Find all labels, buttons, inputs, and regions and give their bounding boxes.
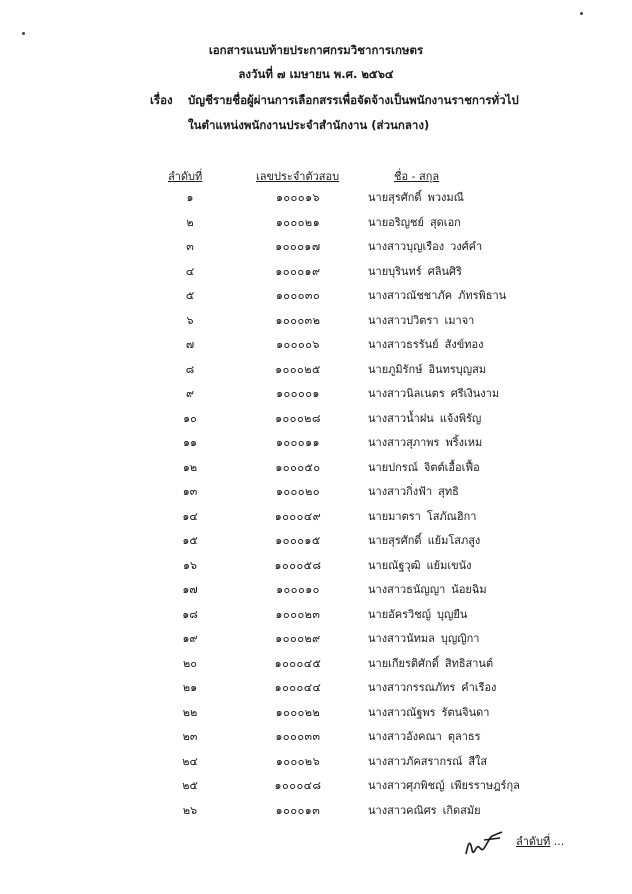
row-first-name: นางสาวสุภาพร bbox=[368, 436, 440, 449]
row-order-number: ๘ bbox=[185, 362, 195, 376]
row-first-name: นางสาวกิ่งฟ้า bbox=[368, 485, 433, 498]
row-last-name: ภัทรพิธาน bbox=[458, 289, 507, 302]
row-exam-id: ๑๐๐๐๕๐ bbox=[275, 460, 321, 474]
subject-text: บัญชีรายชื่อผู้ผ่านการเลือกสรรเพื่อจัดจ้างเป็นพนักงานราชการทั่วไป bbox=[188, 93, 519, 107]
row-order-number: ๗ bbox=[185, 338, 195, 351]
table-row bbox=[0, 727, 632, 751]
row-order-number: ๑๓ bbox=[182, 485, 198, 498]
table-row bbox=[0, 654, 632, 678]
table-row bbox=[0, 752, 632, 776]
row-order-number: ๑๑ bbox=[183, 436, 197, 449]
row-last-name: รัตนจินดา bbox=[441, 705, 490, 719]
row-full-name bbox=[368, 458, 480, 476]
table-row bbox=[0, 703, 632, 727]
row-first-name: นางสาวธนัญญา bbox=[368, 583, 446, 596]
table-row bbox=[0, 580, 632, 604]
row-last-name: บุญยืน bbox=[437, 607, 468, 621]
row-full-name bbox=[368, 556, 472, 574]
row-first-name: นายภูมิรักษ์ bbox=[368, 362, 423, 376]
table-row bbox=[0, 776, 632, 800]
row-last-name: บุญญิกา bbox=[440, 632, 480, 645]
subject-position-line: ในตำแหน่งพนักงานประจำสำนักงาน (ส่วนกลาง) bbox=[188, 118, 430, 132]
row-full-name bbox=[368, 605, 467, 623]
table-row bbox=[0, 678, 632, 702]
row-order-number: ๑๗ bbox=[182, 583, 198, 596]
row-full-name bbox=[368, 311, 474, 329]
table-row bbox=[0, 335, 632, 359]
table-row bbox=[0, 605, 632, 629]
header-date-line: ลงวันที่ ๗ เมษายน พ.ศ. ๒๕๖๔ bbox=[238, 67, 394, 81]
column-header-exam-id: เลขประจำตัวสอบ bbox=[256, 170, 340, 183]
row-last-name: อินทรบุญสม bbox=[428, 362, 487, 376]
row-exam-id: ๑๐๐๐๐๑ bbox=[276, 387, 320, 400]
row-order-number: ๖ bbox=[186, 313, 194, 327]
table-row bbox=[0, 507, 632, 531]
row-first-name: นางสาวณัฐพร bbox=[368, 705, 436, 719]
row-first-name: นางสาวกรรณภัทร bbox=[368, 681, 456, 694]
row-first-name: นางสาวอังคณา bbox=[368, 730, 442, 743]
row-last-name: สังข์ทอง bbox=[444, 338, 484, 351]
row-full-name bbox=[368, 213, 461, 231]
continued-note bbox=[516, 832, 564, 850]
row-first-name: นางสาวบุญเรือง bbox=[368, 240, 445, 253]
row-order-number: ๒ bbox=[186, 215, 194, 229]
table-row bbox=[0, 409, 632, 433]
row-first-name: นายอริญชย์ bbox=[368, 215, 424, 229]
table-row bbox=[0, 360, 632, 384]
table-row bbox=[0, 458, 632, 482]
subject-keyword: เรื่อง bbox=[150, 93, 173, 107]
row-exam-id: ๑๐๐๐๓๓ bbox=[275, 730, 321, 743]
row-full-name bbox=[368, 531, 480, 549]
row-full-name bbox=[368, 188, 464, 206]
row-full-name bbox=[368, 801, 481, 819]
row-last-name: สิทธิสานต์ bbox=[444, 656, 494, 670]
row-order-number: ๑๒ bbox=[182, 460, 198, 474]
row-first-name: นางสาวน้ำฝน bbox=[368, 411, 434, 425]
row-last-name: ศลินศิริ bbox=[427, 264, 462, 278]
row-full-name bbox=[368, 409, 481, 427]
column-header-name: ชื่อ - สกุล bbox=[394, 170, 440, 183]
table-row bbox=[0, 629, 632, 653]
row-full-name bbox=[368, 360, 486, 378]
row-order-number: ๒๖ bbox=[182, 803, 198, 817]
table-row bbox=[0, 188, 632, 212]
handwritten-initial-signature bbox=[462, 828, 506, 860]
row-full-name bbox=[368, 262, 462, 280]
row-order-number: ๒๐ bbox=[183, 656, 197, 670]
row-last-name: วงศ์คำ bbox=[450, 240, 483, 253]
row-last-name: คำเรือง bbox=[461, 681, 497, 694]
row-exam-id: ๑๐๐๐๒๓ bbox=[275, 607, 321, 621]
row-exam-id: ๑๐๐๐๒๙ bbox=[275, 632, 321, 645]
row-order-number: ๒๓ bbox=[182, 730, 198, 743]
row-last-name: แย้มโสภสูง bbox=[427, 534, 481, 547]
continued-suffix: ... bbox=[550, 835, 565, 848]
row-exam-id: ๑๐๐๐๐๖ bbox=[276, 338, 320, 351]
row-full-name bbox=[368, 433, 482, 451]
scan-speck bbox=[580, 12, 583, 15]
row-last-name: เพียรราษฎร์กุล bbox=[450, 779, 520, 792]
row-order-number: ๑๔ bbox=[182, 509, 198, 523]
row-exam-id: ๑๐๐๐๒๕ bbox=[275, 362, 321, 376]
row-exam-id: ๑๐๐๐๕๘ bbox=[274, 558, 322, 572]
row-order-number: ๒๔ bbox=[182, 754, 198, 768]
row-full-name bbox=[368, 482, 459, 500]
row-order-number: ๕ bbox=[185, 289, 195, 302]
row-last-name: แจ้งพิรัญ bbox=[439, 411, 482, 425]
row-last-name: โสภัณฮิกา bbox=[426, 509, 477, 523]
row-last-name: พวงมณี bbox=[427, 191, 464, 204]
row-full-name bbox=[368, 580, 487, 598]
row-exam-id: ๑๐๐๐๒๒ bbox=[275, 705, 321, 719]
row-order-number: ๔ bbox=[185, 264, 195, 278]
table-row bbox=[0, 482, 632, 506]
row-last-name: จิตต์เอื้อเฟื้อ bbox=[423, 460, 480, 474]
row-last-name: สุทธิ bbox=[438, 485, 459, 498]
row-exam-id: ๑๐๐๐๒๖ bbox=[275, 754, 321, 768]
table-row bbox=[0, 262, 632, 286]
row-full-name bbox=[368, 703, 489, 721]
row-order-number: ๑๙ bbox=[182, 632, 198, 645]
table-row bbox=[0, 237, 632, 261]
row-order-number: ๒๒ bbox=[182, 705, 198, 719]
row-exam-id: ๑๐๐๐๑๑ bbox=[275, 436, 321, 449]
row-exam-id: ๑๐๐๐๑๙ bbox=[275, 264, 321, 278]
row-full-name bbox=[368, 654, 493, 672]
row-first-name: นางสาวคณิศร bbox=[368, 803, 437, 817]
row-full-name bbox=[368, 727, 481, 745]
row-first-name: นายสุรศักดิ์ bbox=[368, 191, 422, 204]
row-first-name: นางสาวธรรันย์ bbox=[368, 338, 439, 351]
row-first-name: นางสาวนิลเนตร bbox=[368, 387, 445, 400]
column-header-order: ลำดับที่ bbox=[168, 170, 203, 183]
table-row bbox=[0, 311, 632, 335]
row-last-name: น้อยฉิม bbox=[451, 583, 487, 596]
row-exam-id: ๑๐๐๐๑๕ bbox=[275, 534, 321, 547]
row-first-name: นายณัฐวุฒิ bbox=[368, 558, 421, 572]
row-last-name: เมาจา bbox=[444, 313, 475, 327]
row-first-name: นางสาวภัคสรากรณ์ bbox=[368, 754, 463, 768]
row-first-name: นายปกรณ์ bbox=[368, 460, 418, 474]
row-order-number: ๑ bbox=[186, 191, 194, 204]
table-row bbox=[0, 556, 632, 580]
table-row bbox=[0, 531, 632, 555]
row-last-name: พริ้งเหม bbox=[445, 436, 483, 449]
table-row bbox=[0, 213, 632, 237]
row-first-name: นายบุรินทร์ bbox=[368, 264, 422, 278]
row-exam-id: ๑๐๐๐๑๖ bbox=[275, 191, 321, 204]
scan-speck bbox=[22, 32, 25, 35]
row-last-name: สุดเอก bbox=[429, 215, 461, 229]
header-agency-line: เอกสารแนบท้ายประกาศกรมวิชาการเกษตร bbox=[208, 43, 424, 57]
row-exam-id: ๑๐๐๐๔๔ bbox=[274, 681, 322, 694]
row-full-name bbox=[368, 752, 487, 770]
table-row bbox=[0, 801, 632, 825]
row-order-number: ๓ bbox=[186, 240, 194, 253]
table-row bbox=[0, 286, 632, 310]
row-exam-id: ๑๐๐๐๓๐ bbox=[275, 289, 321, 302]
row-full-name bbox=[368, 286, 506, 304]
row-full-name bbox=[368, 507, 476, 525]
row-first-name: นางสาวปวิตรา bbox=[368, 313, 439, 327]
row-exam-id: ๑๐๐๐๓๒ bbox=[275, 313, 321, 327]
row-exam-id: ๑๐๐๐๒๑ bbox=[275, 215, 321, 229]
row-exam-id: ๑๐๐๐๔๕ bbox=[274, 656, 322, 670]
row-last-name: ตุลาธร bbox=[447, 730, 481, 743]
row-full-name bbox=[368, 678, 496, 696]
row-last-name: เกิดสมัย bbox=[442, 803, 481, 817]
row-full-name bbox=[368, 237, 482, 255]
row-last-name: ศรีเงินงาม bbox=[450, 387, 500, 400]
row-full-name bbox=[368, 629, 479, 647]
row-exam-id: ๑๐๐๐๔๙ bbox=[274, 509, 322, 523]
row-order-number: ๑๖ bbox=[183, 558, 197, 572]
row-exam-id: ๑๐๐๐๑๗ bbox=[275, 240, 321, 253]
row-order-number: ๙ bbox=[185, 387, 195, 400]
row-first-name: นายสุรศักดิ์ bbox=[368, 534, 422, 547]
row-full-name bbox=[368, 384, 499, 402]
row-first-name: นางสาวศุภพิชญ์ bbox=[368, 779, 445, 792]
row-first-name: นางสาวนัทมล bbox=[368, 632, 435, 645]
row-exam-id: ๑๐๐๐๑๓ bbox=[275, 803, 321, 817]
row-order-number: ๒๑ bbox=[182, 681, 198, 694]
row-exam-id: ๑๐๐๐๒๘ bbox=[275, 411, 321, 425]
table-row bbox=[0, 433, 632, 457]
subject-line bbox=[150, 92, 519, 110]
row-first-name: นางสาวณัชชาภัค bbox=[368, 289, 453, 302]
row-order-number: ๑๕ bbox=[182, 534, 198, 547]
row-order-number: ๑๘ bbox=[182, 607, 198, 621]
row-exam-id: ๑๐๐๐๑๐ bbox=[276, 583, 320, 596]
row-full-name bbox=[368, 776, 520, 794]
row-first-name: นายเกียรติศักดิ์ bbox=[368, 656, 439, 670]
table-row bbox=[0, 384, 632, 408]
row-last-name: แย้มเขนัง bbox=[426, 558, 472, 572]
row-last-name: สีใส bbox=[468, 754, 488, 768]
row-order-number: ๑๐ bbox=[183, 411, 197, 425]
row-first-name: นายมาตรา bbox=[368, 509, 421, 523]
continued-label: ลำดับที่ bbox=[516, 835, 551, 848]
row-full-name bbox=[368, 335, 483, 353]
row-first-name: นายอัครวิชญ์ bbox=[368, 607, 432, 621]
row-exam-id: ๑๐๐๐๒๐ bbox=[275, 485, 321, 498]
row-exam-id: ๑๐๐๐๔๘ bbox=[274, 779, 322, 792]
row-order-number: ๒๕ bbox=[182, 779, 198, 792]
